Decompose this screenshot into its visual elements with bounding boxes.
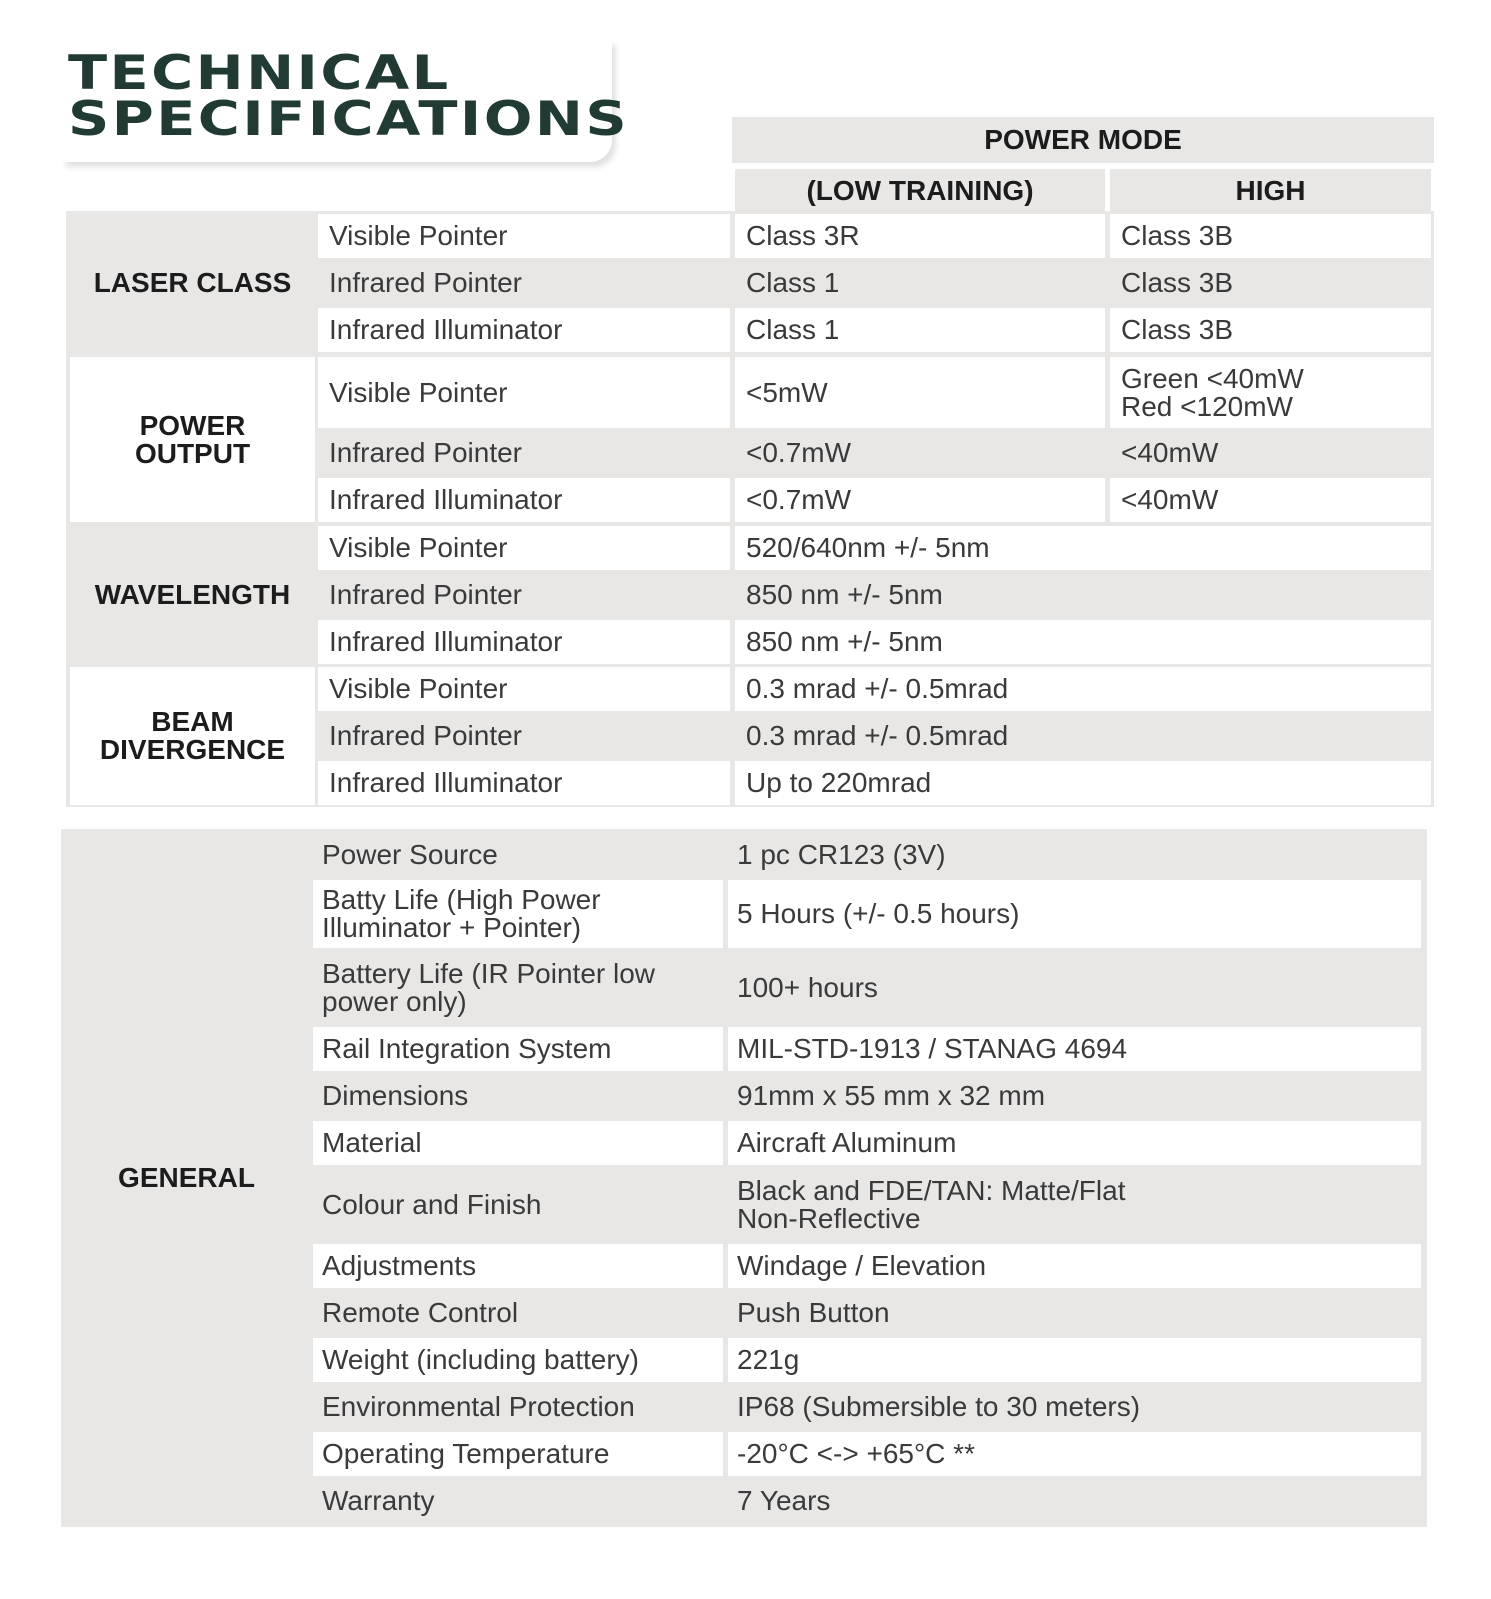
general-item-cell: Batty Life (High Power Illuminator + Pointer) xyxy=(313,880,723,948)
general-item-cell: Warranty xyxy=(313,1479,723,1523)
wavelength-value-cell: 520/640nm +/- 5nm xyxy=(735,526,1431,570)
laser-class-low-cell: Class 1 xyxy=(735,261,1105,305)
general-value-cell: Aircraft Aluminum xyxy=(728,1121,1421,1165)
power-output-low-cell: <5mW xyxy=(735,357,1105,428)
general-value-cell: 221g xyxy=(728,1338,1421,1382)
beam-divergence-value-cell: Up to 220mrad xyxy=(735,761,1431,805)
low-training-header: (LOW TRAINING) xyxy=(735,169,1105,212)
laser-class-item-cell: Infrared Pointer xyxy=(318,261,730,305)
general-item-cell: Rail Integration System xyxy=(313,1027,723,1071)
general-item-cell: Battery Life (IR Pointer low power only) xyxy=(313,951,723,1024)
wavelength-item-cell: Infrared Pointer xyxy=(318,573,730,617)
general-item-cell: Environmental Protection xyxy=(313,1385,723,1429)
general-item-cell: Colour and Finish xyxy=(313,1168,723,1241)
beam-divergence-value-cell: 0.3 mrad +/- 0.5mrad xyxy=(735,667,1431,711)
general-value-cell: Windage / Elevation xyxy=(728,1244,1421,1288)
general-label: GENERAL xyxy=(118,1162,255,1193)
general-item-cell: Power Source xyxy=(313,833,723,877)
power-output-high-cell: <40mW xyxy=(1110,478,1431,522)
general-item-cell: Weight (including battery) xyxy=(313,1338,723,1382)
general-item-cell: Dimensions xyxy=(313,1074,723,1118)
wavelength-label: WAVELENGTH xyxy=(70,526,315,664)
laser-class-high-cell: Class 3B xyxy=(1110,261,1431,305)
high-header: HIGH xyxy=(1110,169,1431,212)
wavelength-item-cell: Infrared Illuminator xyxy=(318,620,730,664)
power-output-item-cell: Visible Pointer xyxy=(318,357,730,428)
laser-class-item-cell: Infrared Illuminator xyxy=(318,308,730,352)
general-value-cell: 7 Years xyxy=(728,1479,1421,1523)
general-value-cell: 5 Hours (+/- 0.5 hours) xyxy=(728,880,1421,948)
beam-divergence-item-cell: Visible Pointer xyxy=(318,667,730,711)
laser-class-low-cell: Class 1 xyxy=(735,308,1105,352)
page-title-line-1: TECHNICAL xyxy=(68,46,451,101)
beam-divergence-item-cell: Infrared Pointer xyxy=(318,714,730,758)
general-value-cell: 100+ hours xyxy=(728,951,1421,1024)
power-output-low-cell: <0.7mW xyxy=(735,478,1105,522)
power-output-high-cell: <40mW xyxy=(1110,431,1431,475)
power-output-item-cell: Infrared Illuminator xyxy=(318,478,730,522)
general-value-cell: -20°C <-> +65°C ** xyxy=(728,1432,1421,1476)
power-output-item-cell: Infrared Pointer xyxy=(318,431,730,475)
wavelength-value-cell: 850 nm +/- 5nm xyxy=(735,573,1431,617)
general-item-cell: Adjustments xyxy=(313,1244,723,1288)
beam-divergence-value-cell: 0.3 mrad +/- 0.5mrad xyxy=(735,714,1431,758)
laser-class-item-cell: Visible Pointer xyxy=(318,214,730,258)
laser-class-label: LASER CLASS xyxy=(70,214,315,352)
wavelength-value-cell: 850 nm +/- 5nm xyxy=(735,620,1431,664)
power-output-label: POWER OUTPUT xyxy=(70,357,315,522)
general-value-cell: IP68 (Submersible to 30 meters) xyxy=(728,1385,1421,1429)
beam-divergence-label: BEAM DIVERGENCE xyxy=(70,667,315,805)
general-value-cell: Black and FDE/TAN: Matte/Flat Non-Reflective xyxy=(728,1168,1421,1241)
general-value-cell: MIL-STD-1913 / STANAG 4694 xyxy=(728,1027,1421,1071)
power-output-low-cell: <0.7mW xyxy=(735,431,1105,475)
laser-class-high-cell: Class 3B xyxy=(1110,214,1431,258)
laser-class-low-cell: Class 3R xyxy=(735,214,1105,258)
power-output-high-cell: Green <40mW Red <120mW xyxy=(1110,357,1431,428)
power-mode-header: POWER MODE xyxy=(732,117,1434,163)
general-value-cell: 1 pc CR123 (3V) xyxy=(728,833,1421,877)
general-value-cell: 91mm x 55 mm x 32 mm xyxy=(728,1074,1421,1118)
general-item-cell: Material xyxy=(313,1121,723,1165)
general-item-cell: Remote Control xyxy=(313,1291,723,1335)
general-item-cell: Operating Temperature xyxy=(313,1432,723,1476)
beam-divergence-item-cell: Infrared Illuminator xyxy=(318,761,730,805)
page-title-line-2: SPECIFICATIONS xyxy=(68,92,630,147)
wavelength-item-cell: Visible Pointer xyxy=(318,526,730,570)
laser-class-high-cell: Class 3B xyxy=(1110,308,1431,352)
general-value-cell: Push Button xyxy=(728,1291,1421,1335)
